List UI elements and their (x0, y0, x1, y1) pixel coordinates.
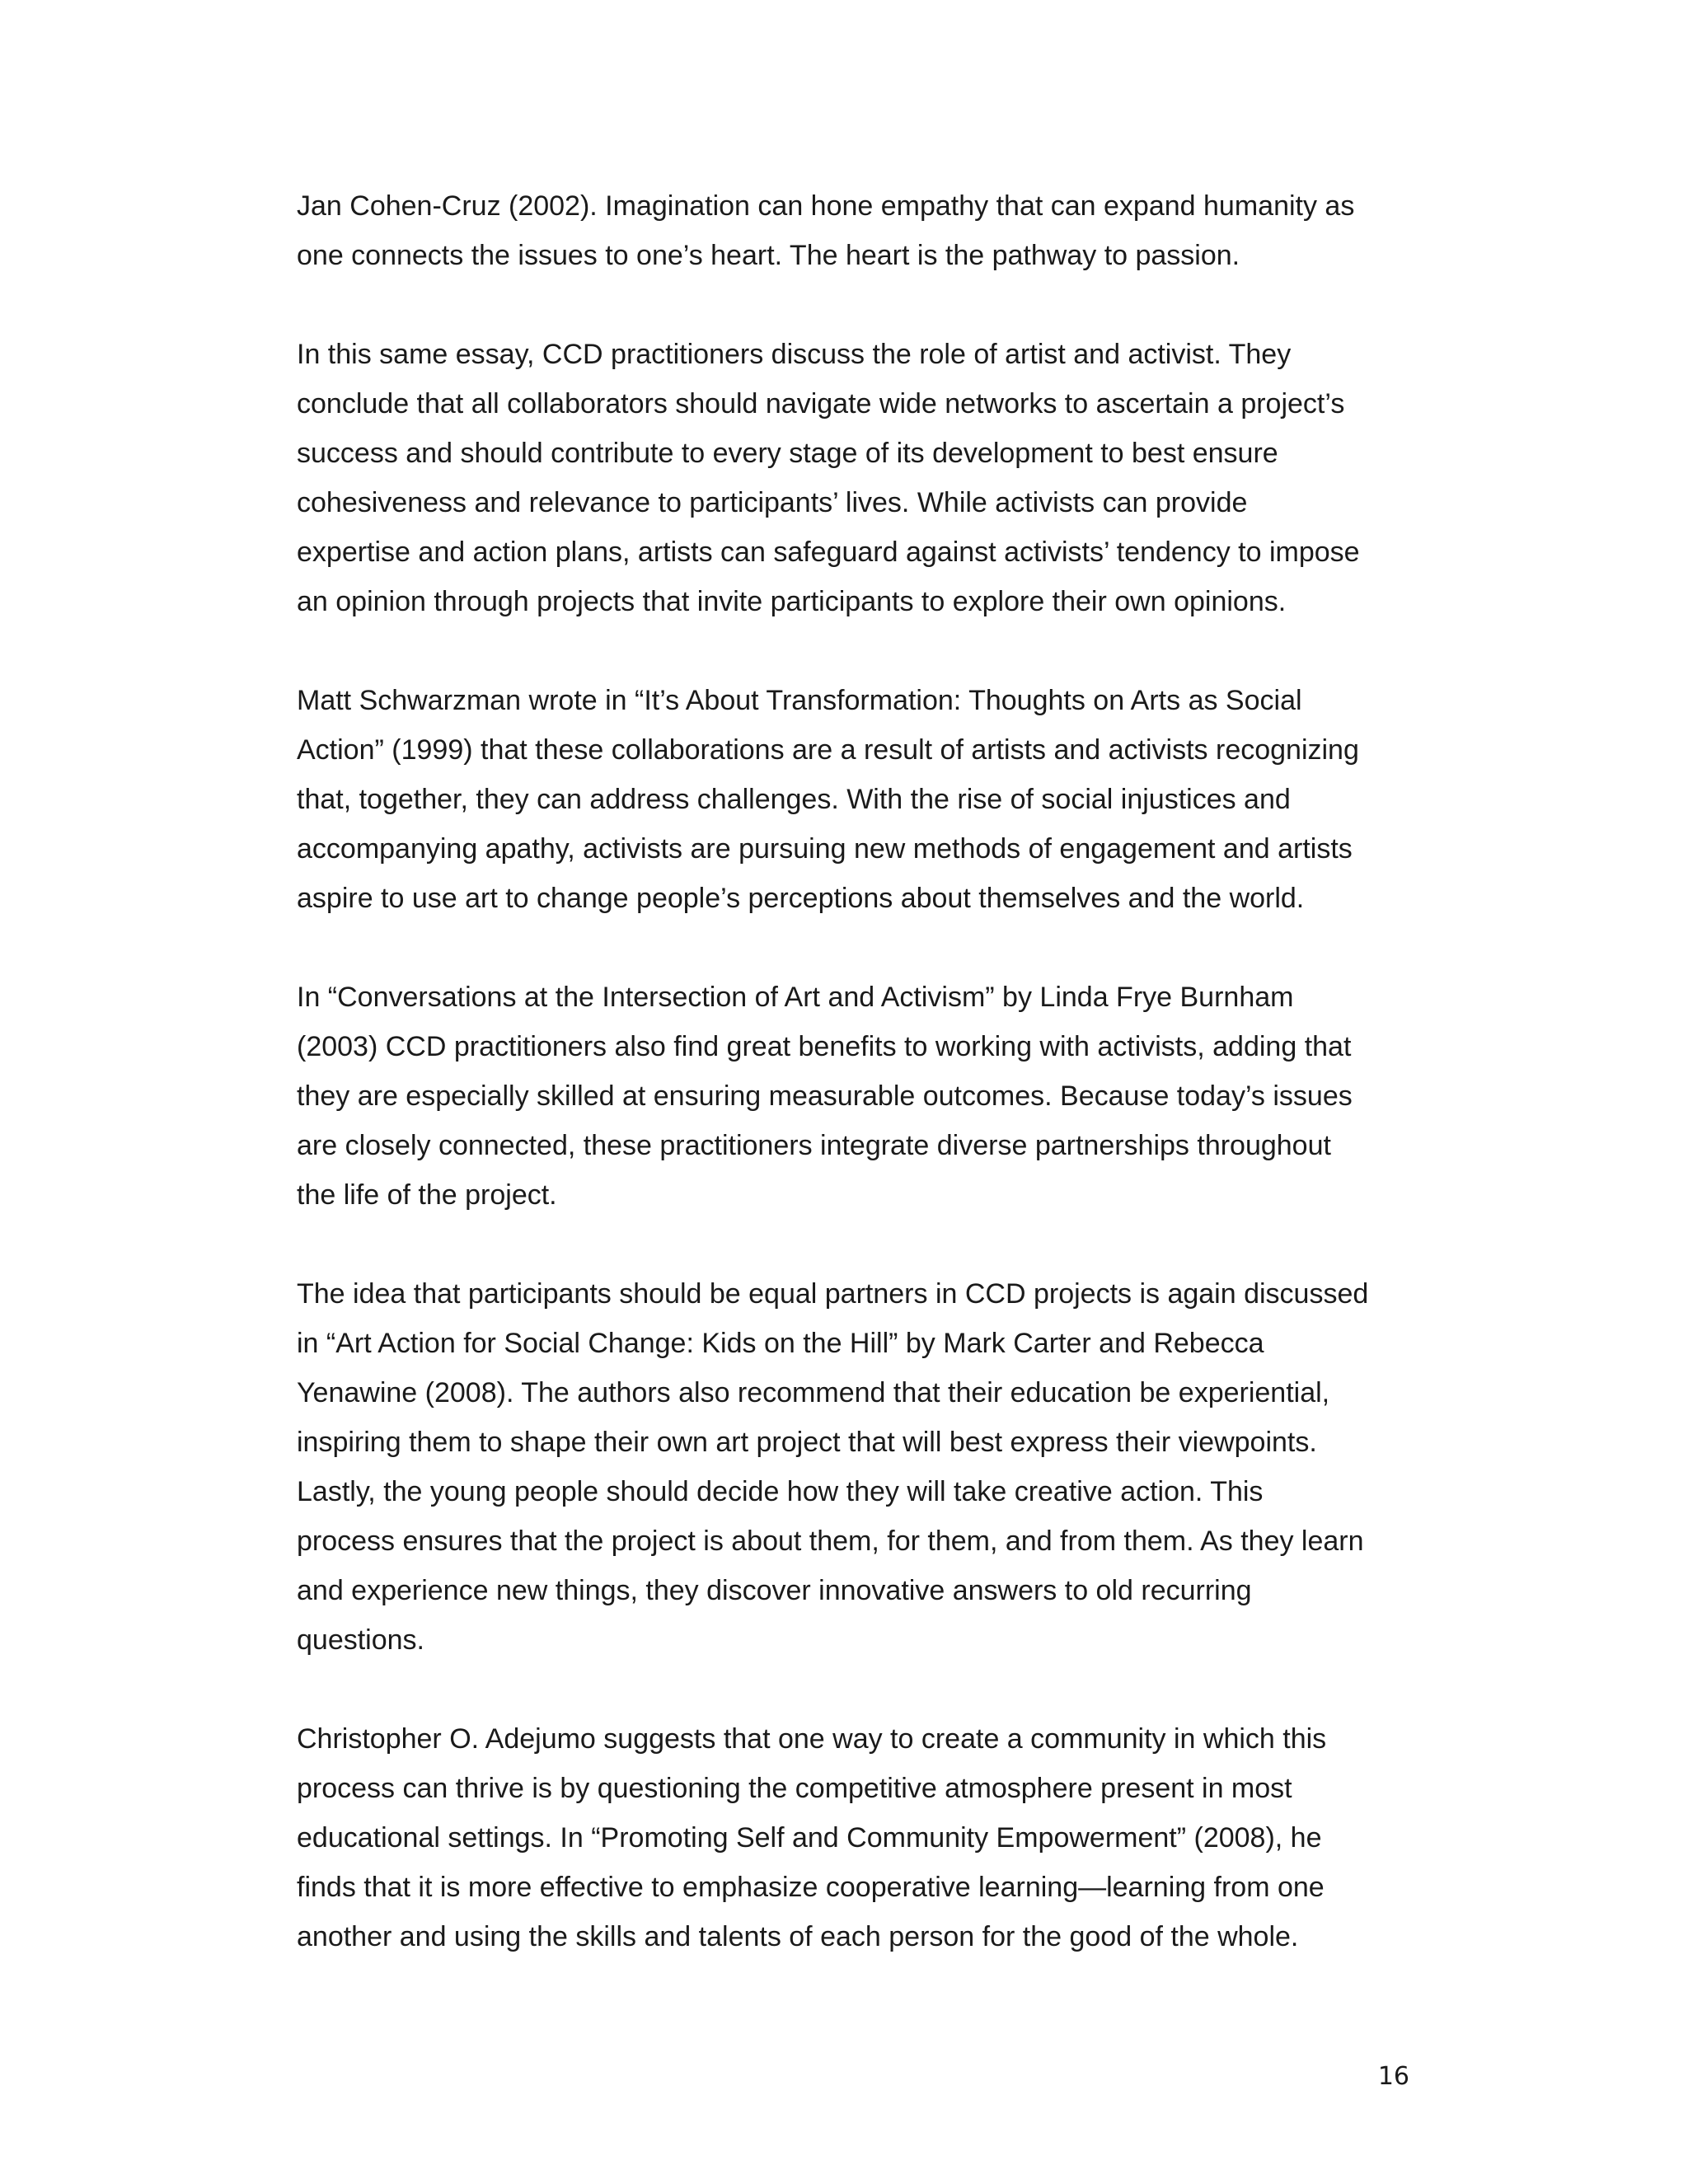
text-line: questions. (297, 1624, 424, 1656)
text-line: Jan Cohen-Cruz (2002). Imagination can hone empathy that can expand humanity as (297, 190, 1355, 222)
text-line: the life of the project. (297, 1179, 557, 1211)
text-line: conclude that all collaborators should navigate wide networks to ascertain a project’s (297, 388, 1345, 419)
paragraph (297, 676, 1409, 923)
text-line: Yenawine (2008). The authors also recommend that their education be experiential, (297, 1377, 1330, 1408)
text-line: The idea that participants should be equal partners in CCD projects is again discussed (297, 1278, 1369, 1310)
text-line: finds that it is more effective to emphasize cooperative learning—learning from one (297, 1872, 1325, 1903)
paragraph (297, 1269, 1409, 1665)
text-line: an opinion through projects that invite participants to explore their own opinions. (297, 586, 1287, 617)
text-line: Matt Schwarzman wrote in “It’s About Transformation: Thoughts on Arts as Social (297, 685, 1302, 716)
text-line: inspiring them to shape their own art project that will best express their viewpoints. (297, 1427, 1317, 1458)
text-line: success and should contribute to every stage of its development to best ensure (297, 438, 1278, 469)
text-line: and experience new things, they discover innovative answers to old recurring (297, 1575, 1252, 1606)
text-line: another and using the skills and talents of each person for the good of the whole. (297, 1921, 1299, 1952)
text-line: are closely connected, these practitioners integrate diverse partnerships throughout (297, 1130, 1331, 1161)
text-line: expertise and action plans, artists can safeguard against activists’ tendency to impose (297, 537, 1360, 568)
page-number: 16 (1377, 2062, 1409, 2091)
text-line: process ensures that the project is about them, for them, and from them. As they learn (297, 1526, 1364, 1557)
paragraph (297, 330, 1409, 626)
text-line: educational settings. In “Promoting Self and Community Empowerment” (2008), he (297, 1822, 1322, 1854)
text-line: process can thrive is by questioning the competitive atmosphere present in most (297, 1773, 1292, 1804)
text-line: Lastly, the young people should decide how they will take creative action. This (297, 1476, 1264, 1507)
text-line: aspire to use art to change people’s perceptions about themselves and the world. (297, 883, 1305, 914)
text-line: accompanying apathy, activists are pursuing new methods of engagement and artists (297, 833, 1353, 865)
text-line: they are especially skilled at ensuring measurable outcomes. Because today’s issues (297, 1080, 1353, 1112)
paragraph (297, 972, 1409, 1220)
text-line: Action” (1999) that these collaborations are a result of artists and activists recognizing (297, 734, 1359, 766)
text-line: In this same essay, CCD practitioners discuss the role of artist and activist. They (297, 339, 1292, 370)
text-line: that, together, they can address challenges. With the rise of social injustices and (297, 784, 1291, 815)
text-line: In “Conversations at the Intersection of Art and Activism” by Linda Frye Burnham (297, 982, 1294, 1013)
text-line: (2003) CCD practitioners also find great benefits to working with activists, adding that (297, 1031, 1352, 1062)
text-line: one connects the issues to one’s heart. The heart is the pathway to passion. (297, 240, 1240, 271)
body-text (297, 181, 1409, 1961)
text-line: Christopher O. Adejumo suggests that one way to create a community in which this (297, 1723, 1327, 1755)
text-line: in “Art Action for Social Change: Kids on the Hill” by Mark Carter and Rebecca (297, 1328, 1264, 1359)
text-line: cohesiveness and relevance to participants’ lives. While activists can provide (297, 487, 1248, 518)
paragraph (297, 181, 1409, 280)
paragraph (297, 1714, 1409, 1961)
